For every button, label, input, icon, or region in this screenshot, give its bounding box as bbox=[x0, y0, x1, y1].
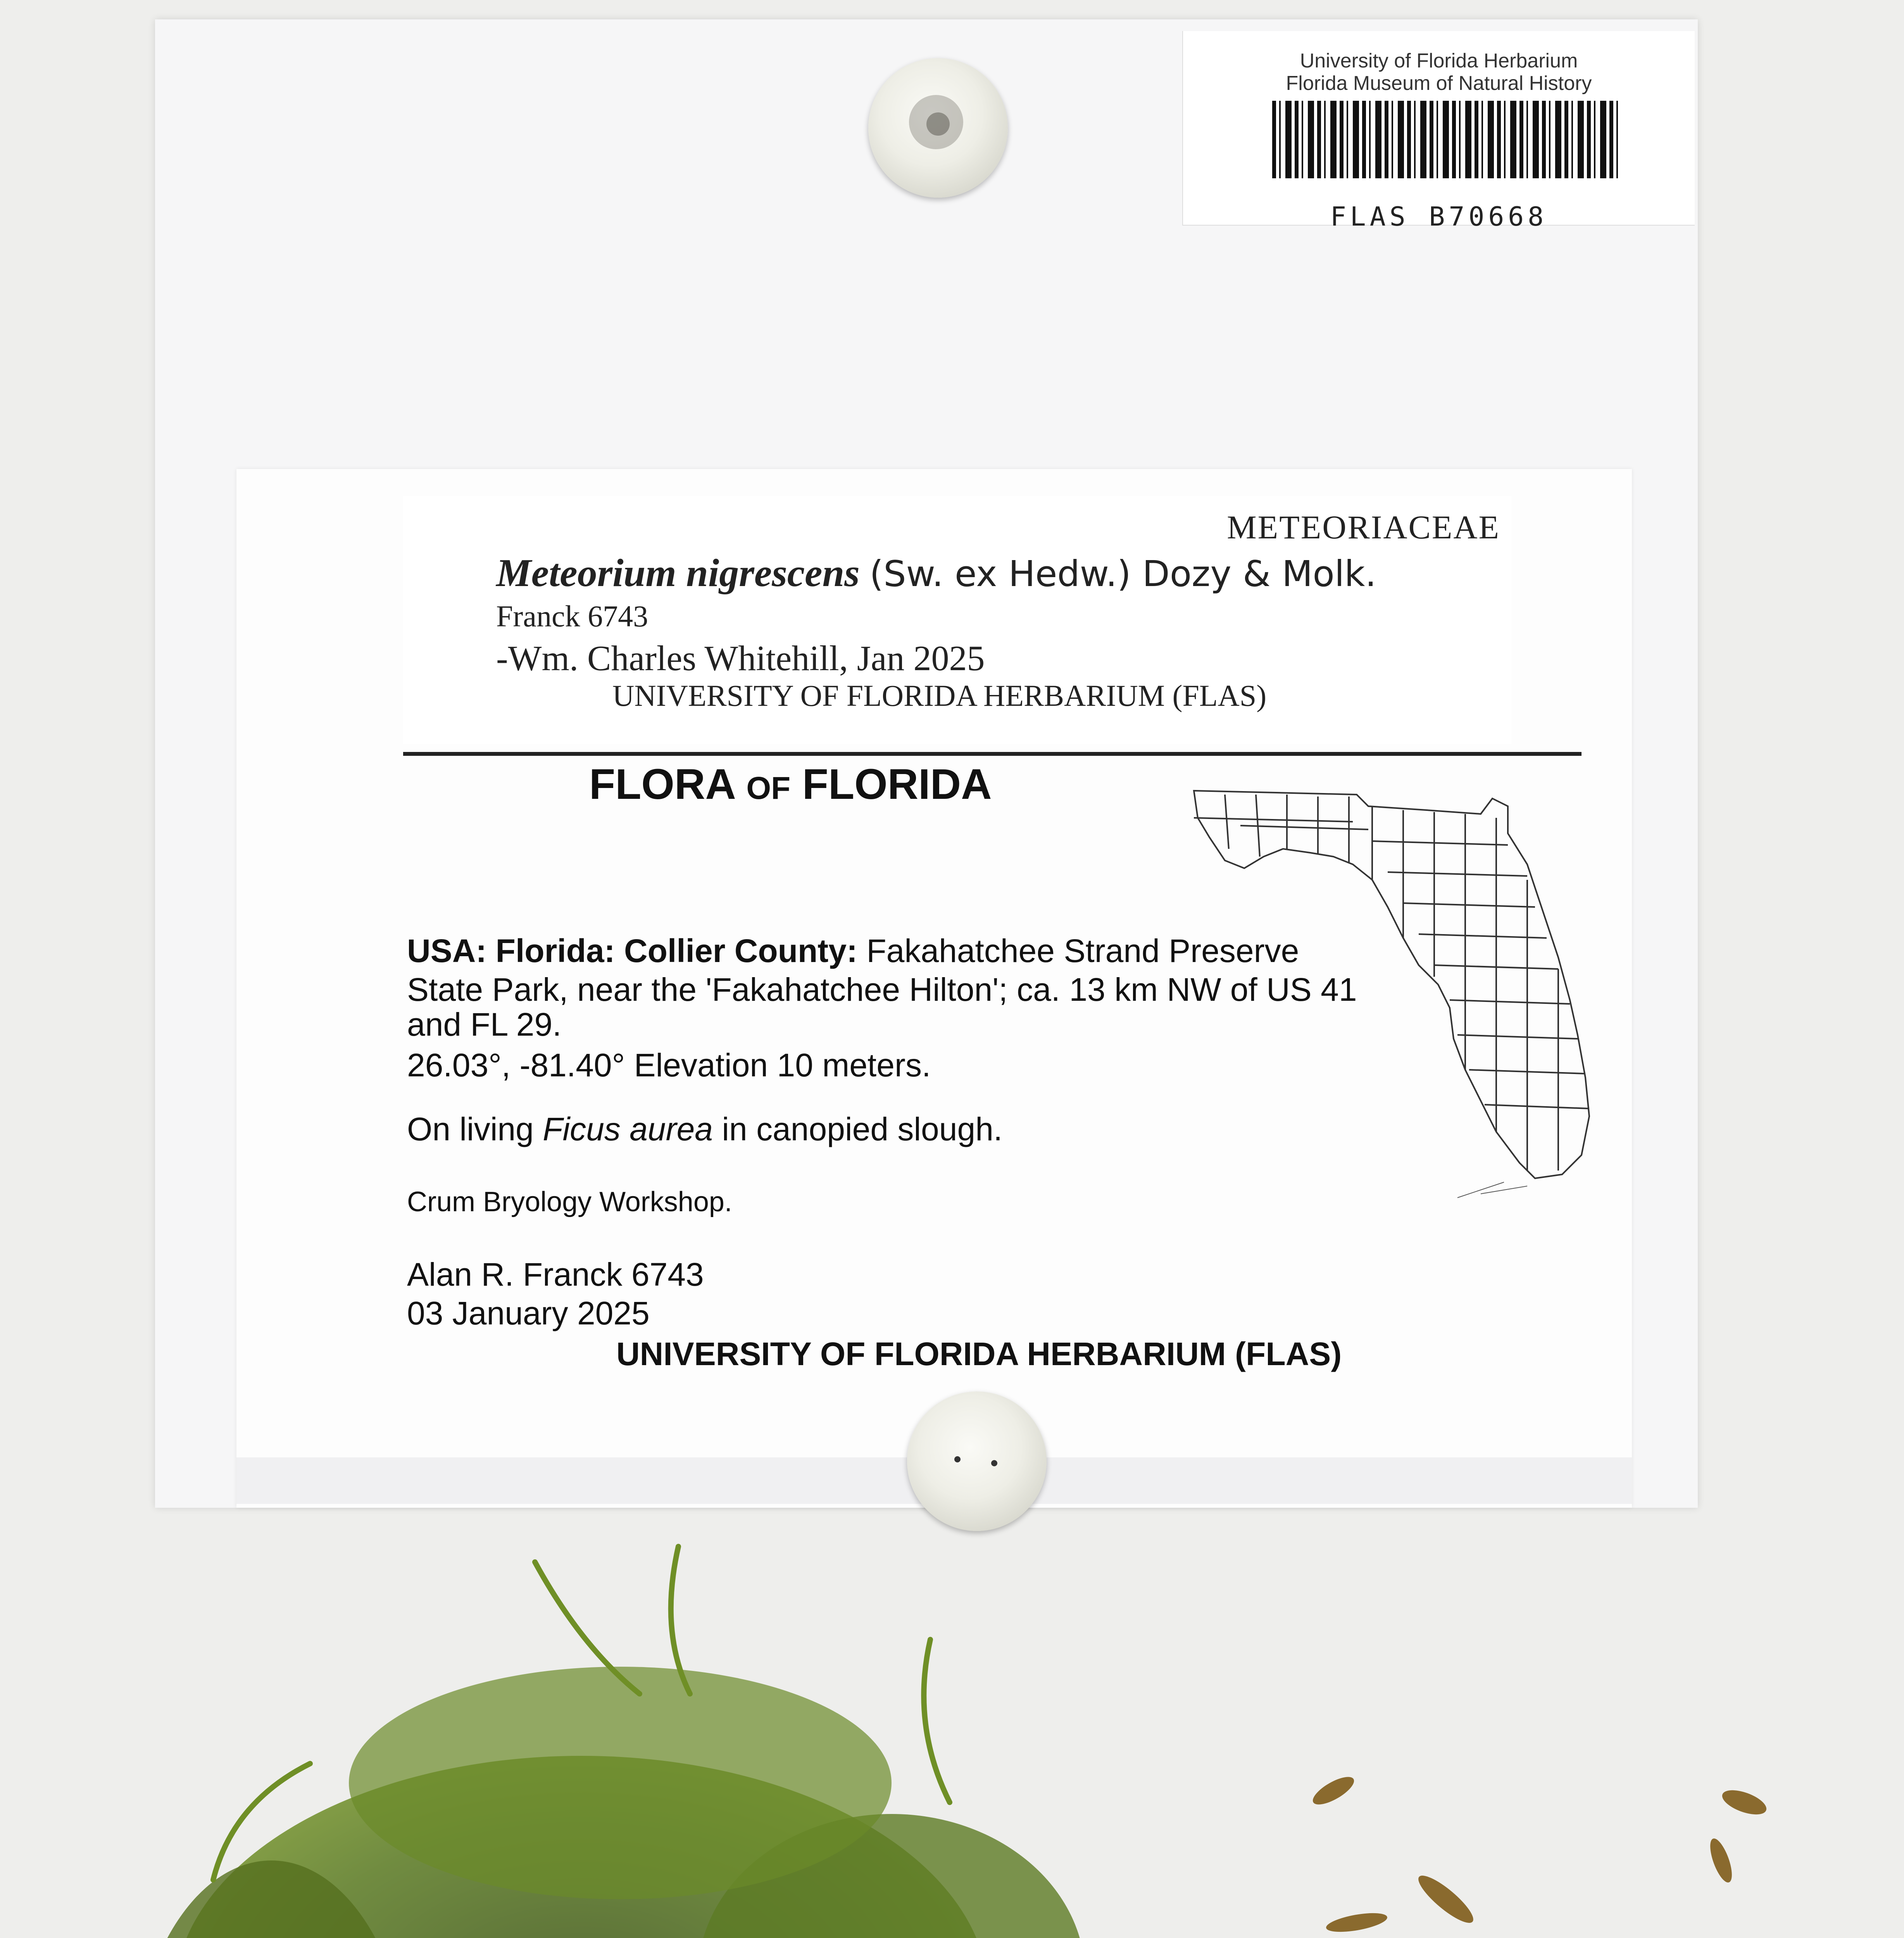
moss-clump bbox=[132, 1667, 1085, 1938]
packet-button-bottom bbox=[907, 1391, 1047, 1531]
barcode-label bbox=[1182, 31, 1695, 232]
moss-fragments bbox=[1307, 1772, 1813, 1938]
taxon-name bbox=[496, 550, 1376, 596]
habitat-prefix: On living bbox=[407, 1111, 534, 1147]
barcode-museum-line: Florida Museum of Natural History bbox=[1286, 72, 1592, 95]
label-rule bbox=[403, 752, 1581, 756]
flora-title-of: OF bbox=[746, 771, 791, 806]
collection-date: 03 January 2025 bbox=[407, 1295, 650, 1331]
habitat bbox=[407, 1110, 1002, 1148]
determination-institution: UNIVERSITY OF FLORIDA HERBARIUM (FLAS) bbox=[612, 679, 1267, 712]
genus-species: Meteorium nigrescens bbox=[496, 551, 860, 595]
flora-title bbox=[589, 760, 992, 809]
habitat-host: Ficus aurea bbox=[543, 1111, 713, 1147]
barcode-institution-line: University of Florida Herbarium bbox=[1300, 50, 1578, 72]
coordinates: 26.03°, -81.40° Elevation 10 meters. bbox=[407, 1047, 931, 1083]
locality-place: Fakahatchee Strand Preserve bbox=[866, 933, 1299, 969]
collector: Alan R. Franck 6743 bbox=[407, 1256, 704, 1293]
flora-institution: UNIVERSITY OF FLORIDA HERBARIUM (FLAS) bbox=[616, 1336, 1342, 1372]
locality-line-3: and FL 29. bbox=[407, 1006, 562, 1043]
flora-title-state: FLORIDA bbox=[802, 760, 992, 808]
barcode-image bbox=[1272, 101, 1621, 178]
determination-label bbox=[403, 496, 1512, 744]
flora-title-word: FLORA bbox=[589, 760, 735, 808]
collector-number: Franck 6743 bbox=[496, 599, 648, 633]
determiner: -Wm. Charles Whitehill, Jan 2025 bbox=[496, 638, 985, 678]
locality-line-2: State Park, near the 'Fakahatchee Hilton'; ca. 13 km NW of US 41 bbox=[407, 971, 1357, 1008]
family-name: METEORIACEAE bbox=[1227, 509, 1500, 546]
locality-line-1 bbox=[407, 932, 1299, 970]
event: Crum Bryology Workshop. bbox=[407, 1186, 732, 1217]
habitat-suffix: in canopied slough. bbox=[722, 1111, 1003, 1147]
taxon-authority: (Sw. ex Hedw.) Dozy & Molk. bbox=[869, 553, 1376, 595]
catalog-number: FLAS B70668 bbox=[1330, 202, 1548, 232]
button-texture bbox=[907, 1391, 1047, 1531]
locality-political: USA: Florida: Collier County: bbox=[407, 933, 857, 969]
packet-button-top bbox=[868, 58, 1008, 198]
moss-specimen bbox=[0, 1531, 1904, 1938]
button-texture bbox=[868, 58, 1008, 198]
